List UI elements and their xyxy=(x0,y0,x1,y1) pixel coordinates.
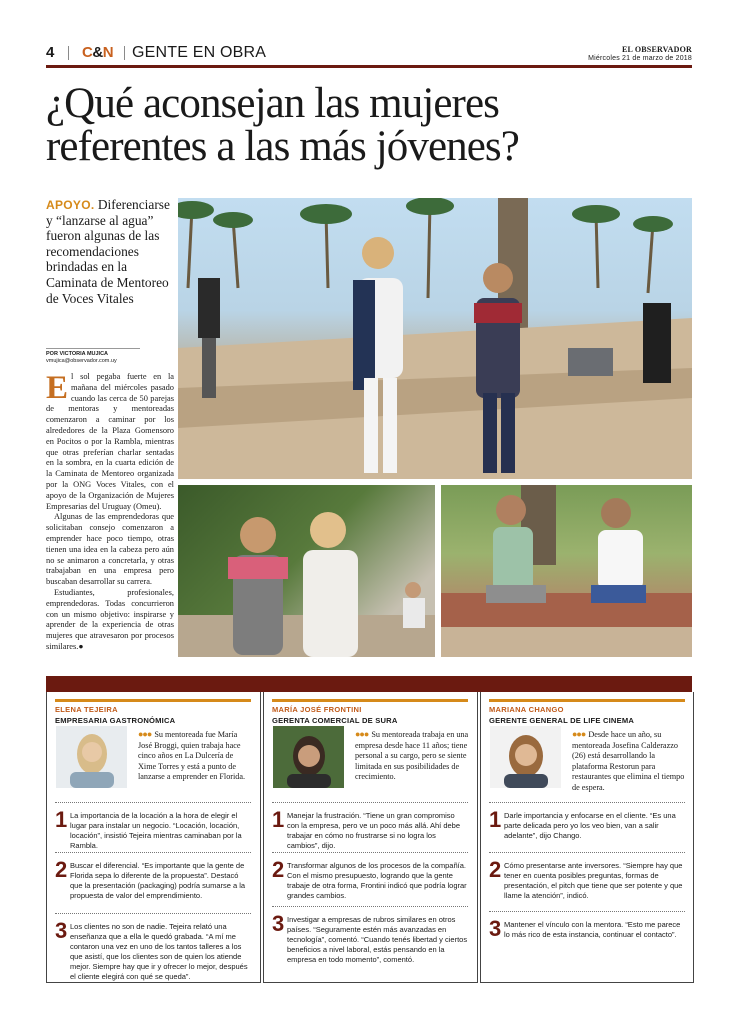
tip-number: 3 xyxy=(55,918,68,943)
bullet-dots: ●●● xyxy=(138,729,152,739)
divider xyxy=(272,906,468,907)
page-number: 4 xyxy=(46,44,55,61)
tip-number: 1 xyxy=(272,807,285,832)
section-title: GENTE EN OBRA xyxy=(132,44,267,61)
divider xyxy=(272,802,468,803)
photo-illustration xyxy=(441,485,692,657)
article-lead xyxy=(46,197,176,306)
mentor-intro: ●●● Su mentoreada trabaja en una empresa desde hace 11 años; tiene personal a su cargo, pero se siente limitada en sus posibilidades de crecimiento. xyxy=(355,729,469,782)
tip-item xyxy=(489,916,685,941)
main-photo xyxy=(178,198,692,479)
tip-number: 3 xyxy=(489,916,502,941)
divider xyxy=(489,802,685,803)
bullet-dots: ●●● xyxy=(572,729,586,739)
divider xyxy=(55,852,251,853)
mentor-header xyxy=(272,699,468,725)
tip-number: 2 xyxy=(489,857,502,882)
photo-hug xyxy=(178,485,435,657)
tip-text: Transformar algunos de los procesos de la compañía. Con el mismo presupuesto, logrando que la gente trabaje de otra forma, Frontini indicó que podría lograr grandes cambios. xyxy=(287,861,467,900)
headline-line: ¿Qué aconsejan las mujeres xyxy=(46,80,499,127)
paragraph: Estudiantes, profesionales, emprendedoras. Todas concurrieron con un mismo objetivo: inspirarse y aprender de la experiencia de otras mujeres que atravesaron por procesos similares.● xyxy=(46,587,174,651)
tip-number: 1 xyxy=(55,807,68,832)
photo-illustration xyxy=(178,485,435,657)
tip-text: Los clientes no son de nadie. Tejeira relató una enseñanza que a ella le quedó grabada. “A mí me contaron una vez en uno de los tantos talleres a los que asistí, que los clientes son de quien los atiende mejor. Siempre hay que ir y ofrecer lo mejor, después el cliente elegirá con qué se queda”. xyxy=(70,922,248,981)
tip-number: 2 xyxy=(55,857,68,882)
mentor-box xyxy=(480,692,694,983)
divider xyxy=(55,802,251,803)
tip-text: La importancia de la locación a la hora de elegir el lugar para instalar un negocio. “Locación, locación, locación”, insistió Tejeira mientras caminaban por la Rambla. xyxy=(70,811,242,850)
author: POR VICTORIA MUJICA xyxy=(46,351,109,357)
photo-illustration xyxy=(178,198,692,479)
tip-item xyxy=(55,857,251,901)
tip-text: Cómo presentarse ante inversores. “Siempre hay que tener en cuenta posibles preguntas, formas de presentación, el pitch que tiene que ser potente y que llame la atención”, indicó. xyxy=(504,861,683,900)
header-rule xyxy=(46,65,692,68)
lead-text: Diferenciarse y “lanzarse al agua” fueron algunas de las recomendaciones brindadas en la Caminata de Mentoreo de Voces Vitales xyxy=(46,197,170,306)
mentor-intro: ●●● Desde hace un año, su mentoreada Josefina Calderazzo (26) está desarrollando la plataforma Restorun para restaurantes que elimina el tiempo de espera. xyxy=(572,729,685,792)
mentor-name: ELENA TEJEIRA xyxy=(55,705,118,714)
tip-item xyxy=(272,807,468,851)
tip-number: 1 xyxy=(489,807,502,832)
mentor-role: GERENTA COMERCIAL DE SURA xyxy=(272,716,398,725)
divider xyxy=(489,911,685,912)
mentor-box xyxy=(263,692,478,983)
divider xyxy=(489,852,685,853)
tip-item xyxy=(489,807,685,841)
tip-item xyxy=(55,918,251,982)
newspaper-name: EL OBSERVADOR xyxy=(622,45,692,54)
paragraph: El sol pegaba fuerte en la mañana del miércoles pasado cuando las cerca de 50 parejas de mentoras y mentoreadas comenzaron a caminar por los alrededores de la Plaza Gomensoro en Pocitos o por la Rambla, mientras que otras preferían charlar sentadas en la sombra, en la cuarta edición de la Caminata de Mentoreo organizada por la ONG Voces Vitales, con el apoyo de la Organización de Mujeres Empresarias del Uruguay (Omeu). xyxy=(46,370,174,511)
byline xyxy=(46,348,140,364)
mentor-role: EMPRESARIA GASTRONÓMICA xyxy=(55,716,176,725)
newspaper-masthead xyxy=(588,45,692,62)
tip-text: Mantener el vínculo con la mentora. “Esto me parece lo más rico de esta instancia, continuar el contacto”. xyxy=(504,920,681,939)
header-separator xyxy=(68,46,69,60)
tip-text: Manejar la frustración. “Tiene un gran compromiso con la empresa, pero ve un poco más allá. Ahí debe trabajar en cómo no frustrarse si no logra los cambios”, dijo. xyxy=(287,811,461,850)
header-separator xyxy=(124,46,125,60)
divider xyxy=(272,852,468,853)
tip-item xyxy=(489,857,685,901)
mentor-header xyxy=(55,699,251,725)
paragraph: Algunas de las emprendedoras que solicitaban consejo comenzaron a emprender hace poco tiempo, otras tienen una idea en la cabeza pero aún no se animaron a concretarla, y otras trabajaban en una empresa pero buscaban desarrollar su carrera. xyxy=(46,512,174,587)
tip-text: Buscar el diferencial. “Es importante que la gente de Florida sepa lo diferente de la propuesta”. Destacó que la presentación (packaging) podría sumarse a la propuesta de valor del emprendimiento. xyxy=(70,861,246,900)
mentor-portrait xyxy=(490,726,561,788)
tips-bar xyxy=(46,676,692,692)
section-logo: C&N xyxy=(82,44,114,61)
issue-date: Miércoles 21 de marzo de 2018 xyxy=(588,55,692,62)
tip-text: Darle importancia y enfocarse en el cliente. “Es una parte delicada pero yo los veo bien, van a salir adelante”, dijo Chango. xyxy=(504,811,676,840)
tip-number: 3 xyxy=(272,911,285,936)
divider xyxy=(55,913,251,914)
mentor-intro: ●●● Su mentoreada fue María José Broggi, quien trabaja hace cinco años en La Dulcería de Xime Torres y está a punto de lanzarse a emprender en Florida. xyxy=(138,729,246,782)
mentor-box xyxy=(46,692,261,983)
headline-line: referentes a las más jóvenes? xyxy=(46,123,519,170)
author-email: vmujica@observador.com.uy xyxy=(46,358,117,364)
tip-item xyxy=(55,807,251,851)
photo-seated xyxy=(441,485,692,657)
tip-item xyxy=(272,911,468,965)
mentor-name: MARÍA JOSÉ FRONTINI xyxy=(272,705,362,714)
mentor-header xyxy=(489,699,685,725)
drop-cap: E xyxy=(46,370,69,406)
article-body xyxy=(46,372,174,653)
mentor-role: GERENTE GENERAL DE LIFE CINEMA xyxy=(489,716,635,725)
tip-item xyxy=(272,857,468,901)
tip-number: 2 xyxy=(272,857,285,882)
bullet-dots: ●●● xyxy=(355,729,369,739)
mentor-name: MARIANA CHANGO xyxy=(489,705,564,714)
kicker: APOYO. xyxy=(46,198,95,212)
mentor-portrait xyxy=(273,726,344,788)
headline xyxy=(46,82,696,168)
tip-text: Investigar a empresas de rubros similares en otros países. “Seguramente estén más avanzadas en tecnología”, comentó. “Cuando tenés libertad y ciertos beneficios a nivel laboral, estás pensando en la empresa en todo momento”, comentó. xyxy=(287,915,468,964)
mentor-portrait xyxy=(56,726,127,788)
